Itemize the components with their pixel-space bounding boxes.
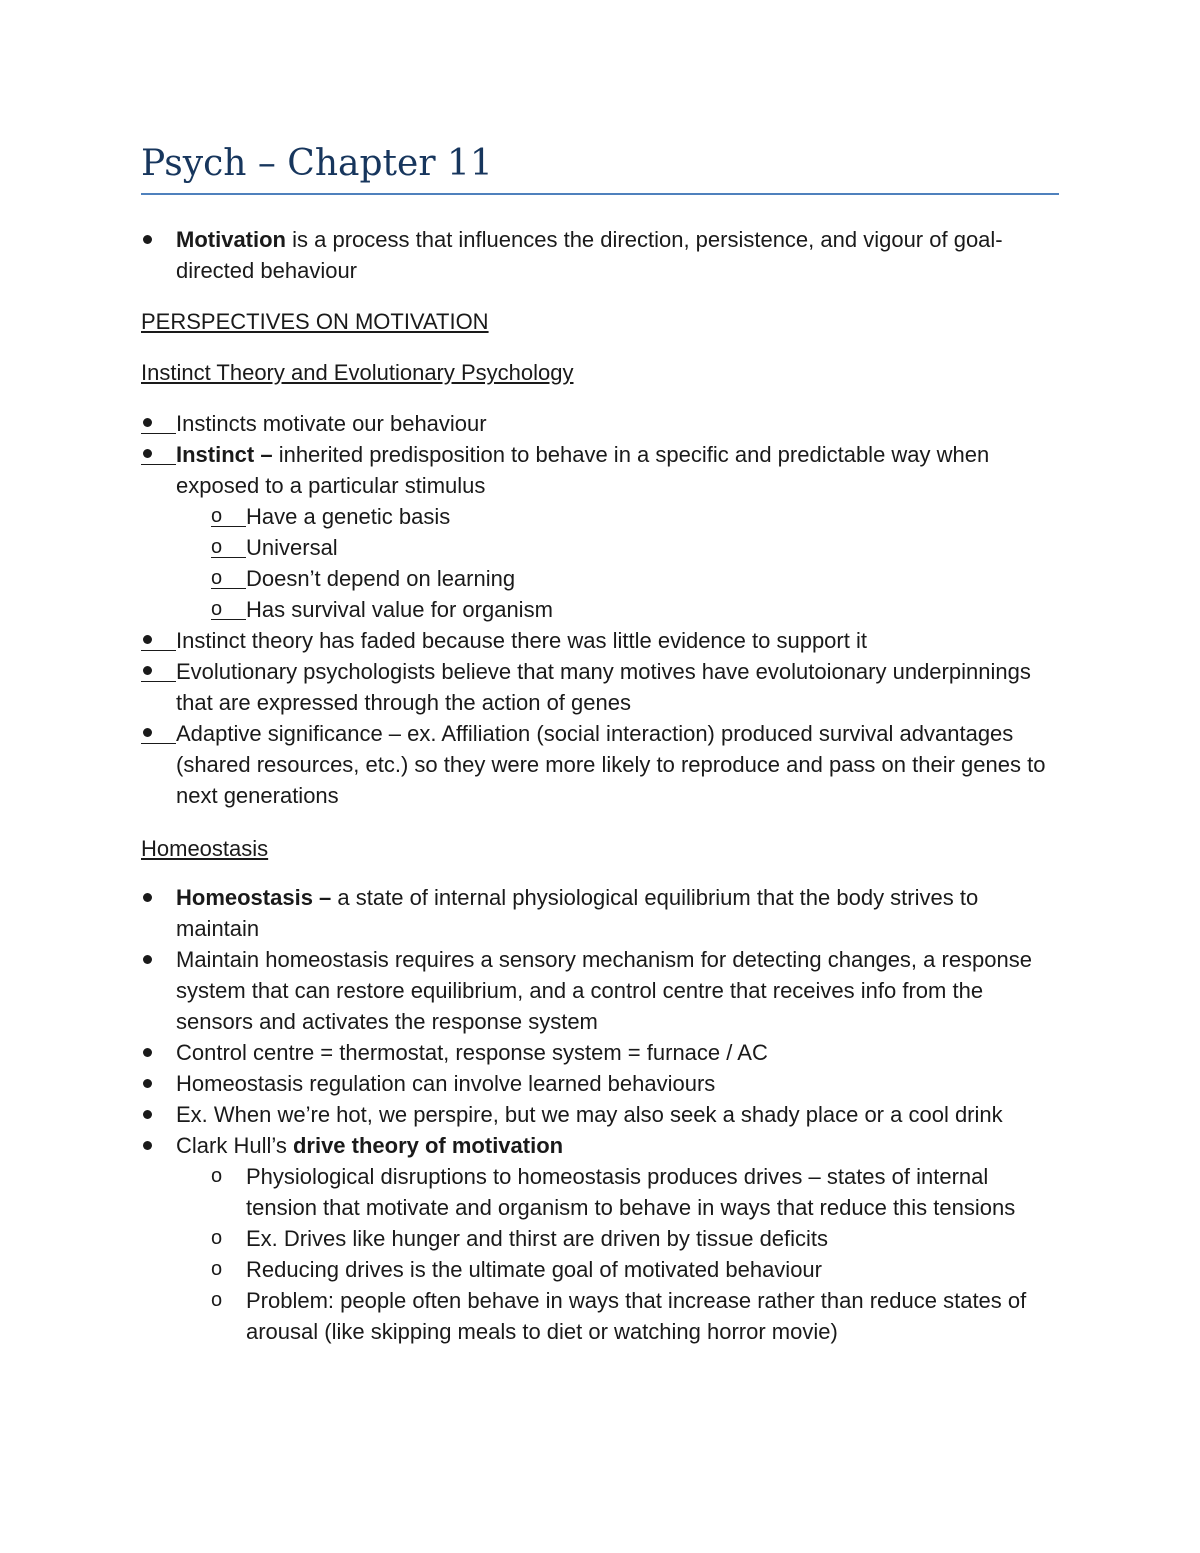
sub-list-item [176, 594, 1061, 625]
list-item-text: Homeostasis regulation can involve learned behaviours [176, 1071, 716, 1096]
circle-bullet-icon: o [211, 594, 246, 625]
sub-list-item [176, 1161, 1061, 1223]
list-item-text: Adaptive significance – ex. Affiliation (social interaction) produced survival advantages (shared resources, etc.) so they were more likely to reproduce and pass on their genes to next generations [176, 721, 1046, 808]
list-item [0, 439, 1061, 625]
sub-list-item [176, 1223, 1061, 1254]
list-item [0, 1130, 1061, 1347]
sub-list-item [176, 563, 1061, 594]
intro-list [0, 224, 1061, 286]
sub-item-text: Ex. Drives like hunger and thirst are driven by tissue deficits [246, 1226, 829, 1251]
sub-item-text: Has survival value for organism [246, 597, 553, 622]
term-drive-theory: drive theory of motivation [292, 1133, 564, 1158]
section-heading-perspectives: PERSPECTIVES ON MOTIVATION [141, 309, 489, 334]
instinct-list [0, 408, 1061, 811]
intro-text: is a process that influences the direction, persistence, and vigour of goal-directed behaviour [176, 227, 1003, 283]
bullet-icon [141, 1130, 176, 1161]
bullet-icon [141, 1037, 176, 1068]
list-item [0, 625, 1061, 656]
instinct-sublist [176, 501, 1061, 625]
sub-list-item [176, 532, 1061, 563]
circle-bullet-icon: o [211, 563, 246, 594]
intro-block [0, 224, 1061, 286]
list-item [0, 224, 1061, 286]
list-item-text: a state of internal physiological equilibrium that the body strives to maintain [176, 885, 979, 941]
bullet-icon [141, 224, 176, 255]
instinct-block [0, 408, 1061, 811]
bullet-icon [141, 1068, 176, 1099]
term-instinct: Instinct – [176, 442, 273, 467]
bullet-icon [141, 656, 176, 687]
bullet-icon [141, 944, 176, 975]
sub-list-item [176, 1285, 1061, 1347]
list-item [0, 882, 1061, 944]
list-item-text: Evolutionary psychologists believe that many motives have evolutoionary underpinnings that are expressed through the action of genes [176, 659, 1031, 715]
sub-item-text: Reducing drives is the ultimate goal of motivated behaviour [246, 1257, 822, 1282]
list-item [0, 408, 1061, 439]
list-item [0, 1037, 1061, 1068]
bullet-icon [141, 408, 176, 439]
homeostasis-list [0, 882, 1061, 1347]
subheading-homeostasis: Homeostasis [141, 836, 269, 861]
list-item [0, 1099, 1061, 1130]
list-item [0, 718, 1061, 811]
sub-list-item [176, 501, 1061, 532]
term-motivation: Motivation [176, 227, 286, 252]
circle-bullet-icon: o [211, 532, 246, 563]
circle-bullet-icon: o [211, 1289, 223, 1311]
term-homeostasis: Homeostasis – [176, 885, 332, 910]
list-item-text: Ex. When we’re hot, we perspire, but we may also seek a shady place or a cool drink [176, 1102, 1003, 1127]
bullet-icon [141, 625, 176, 656]
list-item [0, 1068, 1061, 1099]
homeostasis-block [0, 882, 1061, 1347]
sub-item-text: Problem: people often behave in ways that increase rather than reduce states of arousal (like skipping meals to diet or watching horror movie) [246, 1288, 1027, 1344]
list-item [0, 656, 1061, 718]
list-item [0, 944, 1061, 1037]
circle-bullet-icon: o [211, 1165, 223, 1187]
bullet-icon [141, 439, 176, 470]
drive-theory-sublist [176, 1161, 1061, 1347]
bullet-icon [141, 1099, 176, 1130]
circle-bullet-icon: o [211, 1258, 223, 1280]
list-item-text: Instinct theory has faded because there was little evidence to support it [176, 628, 867, 653]
sub-item-text: Doesn’t depend on learning [246, 566, 516, 591]
sub-item-text: Universal [246, 535, 338, 560]
list-item-text: Control centre = thermostat, response system = furnace / AC [176, 1040, 768, 1065]
list-item-text: inherited predisposition to behave in a specific and predictable way when exposed to a particular stimulus [176, 442, 990, 498]
list-item-text: Maintain homeostasis requires a sensory mechanism for detecting changes, a response system that can restore equilibrium, and a control centre that receives info from the sensors and activates the response system [176, 947, 1033, 1034]
sub-list-item [176, 1254, 1061, 1285]
list-item-text: Instincts motivate our behaviour [176, 411, 487, 436]
sub-item-text: Physiological disruptions to homeostasis produces drives – states of internal tension that motivate and organism to behave in ways that reduce this tensions [246, 1164, 1016, 1220]
list-item-text: Clark Hull’s [176, 1133, 293, 1158]
sub-item-text: Have a genetic basis [246, 504, 451, 529]
title-underline-rule [141, 193, 1059, 195]
bullet-icon [141, 718, 176, 749]
circle-bullet-icon: o [211, 1227, 223, 1249]
circle-bullet-icon: o [211, 501, 246, 532]
bullet-icon [141, 882, 176, 913]
page-title: Psych – Chapter 11 [141, 143, 493, 184]
subheading-instinct-theory: Instinct Theory and Evolutionary Psychology [141, 360, 574, 385]
